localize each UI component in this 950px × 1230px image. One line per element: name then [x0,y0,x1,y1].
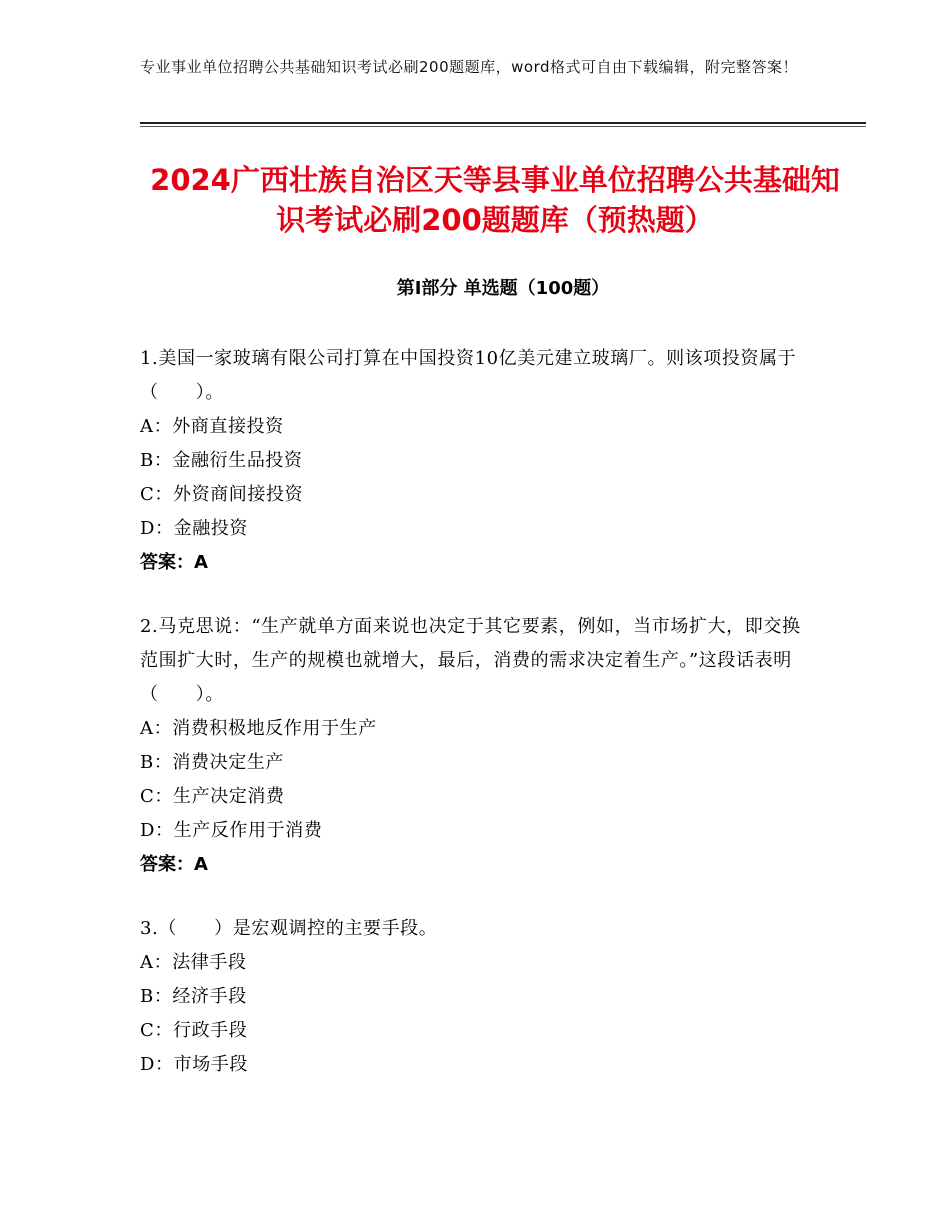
question-2 [140,610,810,882]
header-note: 专业事业单位招聘公共基础知识考试必刷200题题库，word格式可自由下载编辑，附完整答案！ [140,58,799,76]
answer-label: 答案： [140,552,194,573]
option-d: D：生产反作用于消费 [140,820,323,841]
answer-line [140,546,810,580]
option-b: B：经济手段 [140,986,247,1007]
question-stem: 3.（ ）是宏观调控的主要手段。 [140,918,438,939]
question-3 [140,912,810,1082]
option-c: C：行政手段 [140,1020,248,1041]
question-stem: 1.美国一家玻璃有限公司打算在中国投资10亿美元建立玻璃厂。则该项投资属于（ ）。 [140,348,797,403]
document-title: 2024广西壮族自治区天等县事业单位招聘公共基础知识考试必刷200题题库（预热题） [150,163,840,237]
header-divider-thin [140,126,866,127]
option-d: D：市场手段 [140,1054,249,1075]
option-c: C：外资商间接投资 [140,484,304,505]
option-c: C：生产决定消费 [140,786,285,807]
option-b: B：金融衍生品投资 [140,450,303,471]
answer-line [140,848,810,882]
answer-value: A [194,552,208,573]
question-1 [140,342,810,580]
section-title: 第Ⅰ部分 单选题（100题） [396,278,610,299]
answer-label: 答案： [140,854,194,875]
option-a: A：外商直接投资 [140,416,284,437]
option-d: D：金融投资 [140,518,249,539]
option-b: B：消费决定生产 [140,752,285,773]
option-a: A：法律手段 [140,952,247,973]
question-list [140,342,810,1112]
header-divider-thick [140,122,866,124]
question-stem: 2.马克思说：“生产就单方面来说也决定于其它要素，例如，当市场扩大，即交换范围扩大时，生产的规模也就增大，最后，消费的需求决定着生产。”这段话表明（ ）。 [140,616,801,705]
option-a: A：消费积极地反作用于生产 [140,718,377,739]
answer-value: A [194,854,208,875]
